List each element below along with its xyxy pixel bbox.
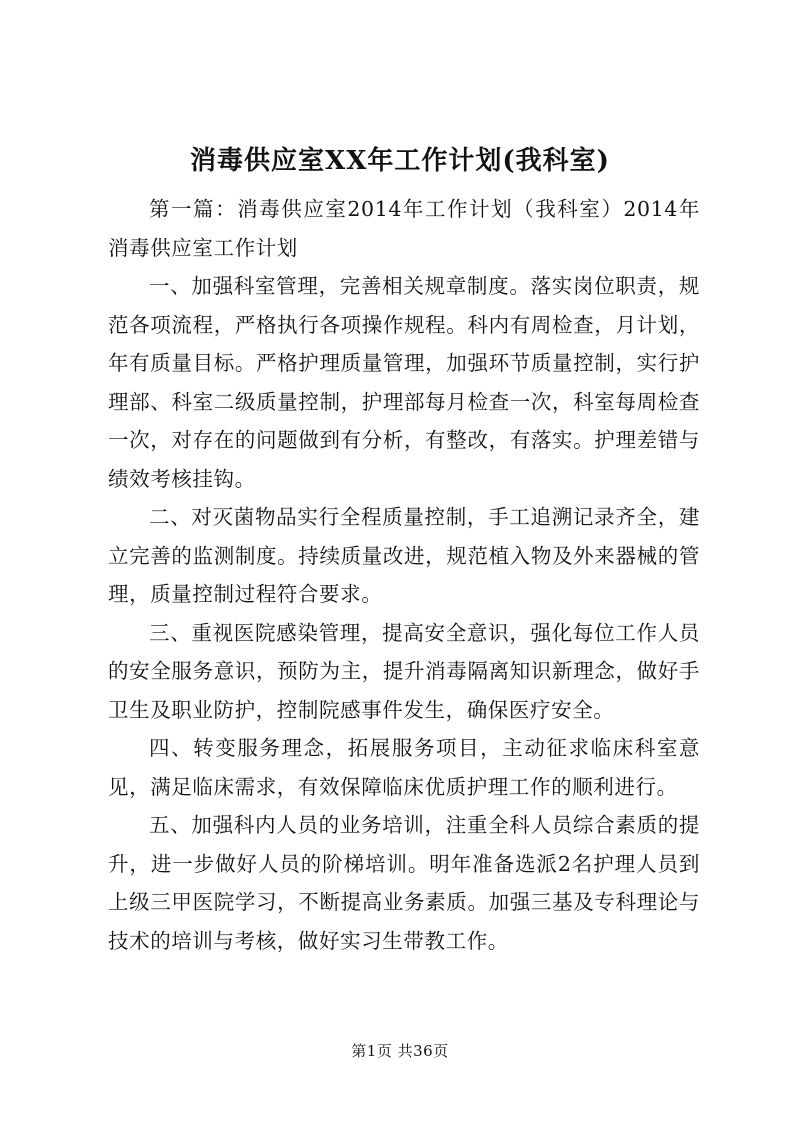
paragraph-section-1: 一、加强科室管理，完善相关规章制度。落实岗位职责，规范各项流程，严格执行各项操作规程。科内有周检查，月计划，年有质量目标。严格护理质量管理，加强环节质量控制，实行护理部、科室二级质量控制，护理部每月检查一次，科室每周检查一次，对存在的问题做到有分析，有整改，有落实。护理差错与绩效考核挂钩。 [108, 274, 700, 491]
page-number-footer: 第1页 共36页 [351, 1042, 449, 1060]
document-title: 消毒供应室XX年工作计划(我科室) [190, 146, 610, 176]
document-body [108, 190, 700, 960]
paragraph-section-2: 二、对灭菌物品实行全程质量控制，手工追溯记录齐全，建立完善的监测制度。持续质量改进，规范植入物及外来器械的管理，质量控制过程符合要求。 [108, 505, 700, 606]
paragraph-intro: 第一篇：消毒供应室2014年工作计划（我科室）2014年消毒供应室工作计划 [108, 197, 700, 260]
paragraph-section-5: 五、加强科内人员的业务培训，注重全科人员综合素质的提升，进一步做好人员的阶梯培训。明年准备选派2名护理人员到上级三甲医院学习，不断提高业务素质。加强三基及专科理论与技术的培训与考核，做好实习生带教工作。 [108, 813, 700, 953]
paragraph-section-4: 四、转变服务理念，拓展服务项目，主动征求临床科室意见，满足临床需求，有效保障临床优质护理工作的顺利进行。 [108, 736, 700, 799]
paragraph-section-3: 三、重视医院感染管理，提高安全意识，强化每位工作人员的安全服务意识，预防为主，提升消毒隔离知识新理念，做好手卫生及职业防护，控制院感事件发生，确保医疗安全。 [108, 620, 700, 722]
